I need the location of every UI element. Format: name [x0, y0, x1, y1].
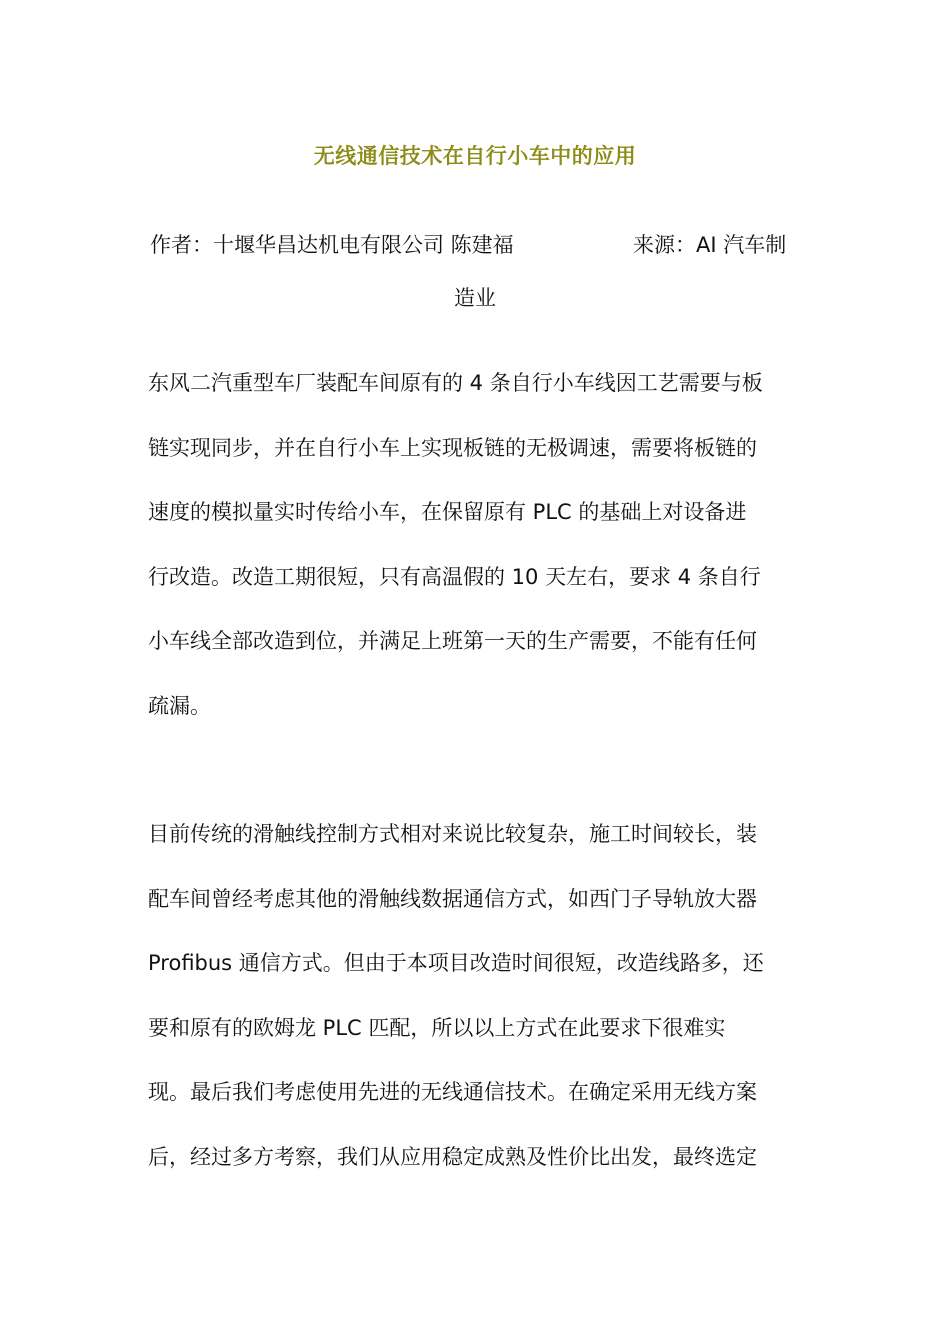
- paragraph-line: 东风二汽重型车厂装配车间原有的 4 条自行小车线因工艺需要与板: [148, 371, 763, 395]
- paragraph-line: 行改造。改造工期很短，只有高温假的 10 天左右，要求 4 条自行: [148, 564, 761, 589]
- paragraph-2: [148, 819, 808, 1206]
- paragraph-line: 后，经过多方考察，我们从应用稳定成熟及性价比出发，最终选定: [148, 1144, 757, 1169]
- byline-source-continued: 造业: [454, 286, 496, 310]
- document-title: 无线通信技术在自行小车中的应用: [313, 144, 637, 168]
- paragraph-line: 速度的模拟量实时传给小车，在保留原有 PLC 的基础上对设备进: [148, 500, 747, 524]
- paragraph-line: 疏漏。: [148, 693, 211, 718]
- paragraph-line: 小车线全部改造到位，并满足上班第一天的生产需要，不能有任何: [148, 629, 757, 653]
- paragraph-line: 目前传统的滑触线控制方式相对来说比较复杂，施工时间较长，装: [148, 822, 757, 846]
- paragraph-line: 配车间曾经考虑其他的滑触线数据通信方式，如西门子导轨放大器: [148, 886, 757, 911]
- paragraph-1: [148, 368, 808, 755]
- byline: [150, 229, 800, 259]
- paragraph-line: 链实现同步，并在自行小车上实现板链的无极调速，需要将板链的: [148, 435, 757, 460]
- paragraph-line: 要和原有的欧姆龙 PLC 匹配，所以以上方式在此要求下很难实: [148, 1015, 726, 1040]
- paragraph-line: 现。最后我们考虑使用先进的无线通信技术。在确定采用无线方案: [148, 1080, 757, 1104]
- byline-author: 作者：十堰华昌达机电有限公司 陈建福: [150, 233, 514, 257]
- paragraph-line: Profibus 通信方式。但由于本项目改造时间很短，改造线路多，还: [148, 951, 764, 975]
- byline-source: 来源：AI 汽车制: [633, 233, 787, 257]
